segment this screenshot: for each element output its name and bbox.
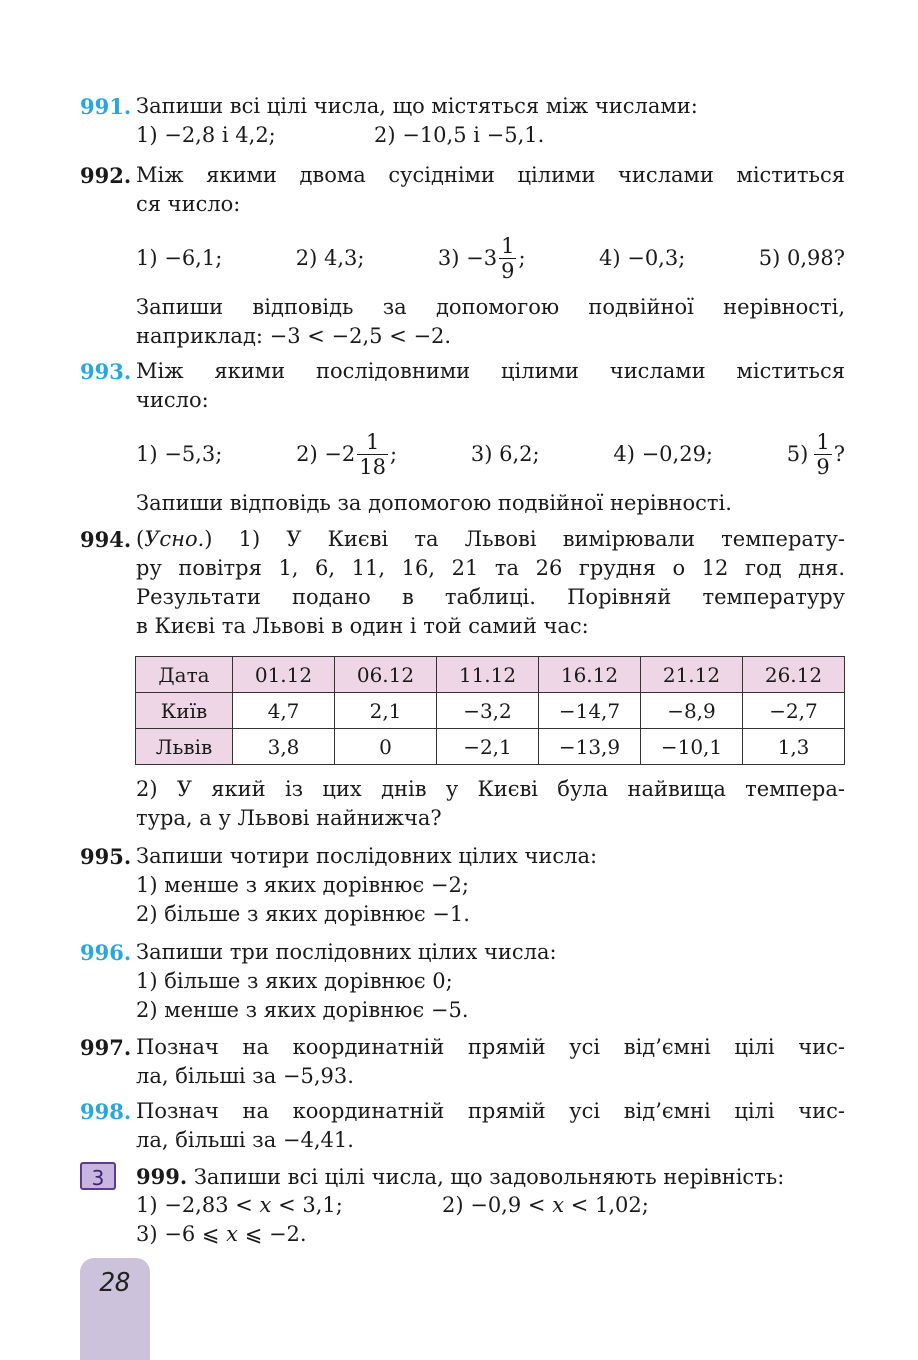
inequality-left: 1) −2,83 < [136,1193,253,1217]
table-row [136,729,845,765]
exercise-text: в Києві та Львові в один і той самий час: [136,614,589,638]
temperature-table [135,656,845,765]
option-suffix: ; [518,246,526,270]
inequality [136,1220,845,1249]
exercise-text: тура, а у Львові найнижча? [136,806,442,830]
table-header-cell: Дата [136,657,233,693]
exercise-text: ла, більші за −5,93. [136,1064,354,1088]
option: 1) −6,1; [136,246,223,270]
table-header-cell: 26.12 [743,657,845,693]
exercise-number: 992. [80,163,132,188]
table-header-cell: 16.12 [539,657,641,693]
inequality [136,1191,442,1220]
option: 3) 6,2; [470,442,540,466]
options-row [136,225,845,291]
table-cell: 2,1 [335,693,437,729]
difficulty-level-badge: 3 [80,1162,116,1190]
exercise-number: 996. [80,940,132,965]
text-fragment: Запиши всі цілі числа, що задовольняють нерівність: [193,1165,785,1189]
exercise-text: Між якими послідовними цілими числами міститься [136,359,845,383]
table-cell: −10,1 [641,729,743,765]
inequality-left: 3) −6 ⩽ [136,1222,220,1246]
option-prefix: 3) −3 [437,246,498,270]
table-cell: 0 [335,729,437,765]
table-cell: −13,9 [539,729,641,765]
table-header-cell: 11.12 [437,657,539,693]
exercise-997 [80,1033,845,1091]
exercise-995 [80,842,845,929]
table-row [136,693,845,729]
inequality-right: < 3,1; [278,1193,343,1217]
exercise-text: 2) У який із цих днів у Києві була найвища темпера- [136,777,845,801]
exercise-text [136,1162,845,1191]
table-cell: −3,2 [437,693,539,729]
exercise-994-part2 [80,775,845,833]
numerator: 1 [816,429,830,454]
exercise-note: Запиши відповідь за допомогою подвійної нерівності. [136,491,732,515]
exercise-994 [80,525,845,641]
inequality-left: 2) −0,9 < [442,1193,546,1217]
variable: x [226,1222,238,1246]
table-cell: −8,9 [641,693,743,729]
option: 1) −2,8 і 4,2; [136,123,276,147]
denominator: 9 [501,258,515,283]
options-row [136,1191,845,1220]
option: 2) 4,3; [295,246,365,270]
exercise-number: 993. [80,359,132,384]
option: 4) −0,29; [613,442,714,466]
fraction [499,234,516,283]
exercise-note: Запиши відповідь за допомогою подвійної нерівності, [136,295,845,319]
exercise-text: (Усно.) 1) У Києві та Львові вимірювали температу- [136,527,845,551]
table-cell: 4,7 [233,693,335,729]
exercise-998 [80,1097,845,1155]
exercise-note: наприклад: −3 < −2,5 < −2. [136,324,452,348]
option: 5) 0,98? [758,246,845,270]
exercise-text: Запиши всі цілі числа, що містяться між числами: [136,94,698,118]
table-header-row [136,657,845,693]
variable: x [259,1193,272,1217]
option: 1) −5,3; [136,442,223,466]
exercise-text: Познач на координатній прямій усі від’ємні цілі чис- [136,1099,845,1123]
exercise-993 [80,357,845,518]
options-row [136,121,845,150]
exercise-text: ру повітря 1, 6, 11, 16, 21 та 26 грудня о 12 год дня. [136,556,845,580]
option-suffix: ? [833,442,845,466]
option-prefix: 2) −2 [296,442,356,466]
oral-marker: Усно. [144,527,205,551]
table-cell: 1,3 [743,729,845,765]
denominator: 9 [816,454,830,479]
list-item: 1) менше з яких дорівнює −2; [136,873,469,897]
exercise-text: Запиши чотири послідовних цілих числа: [136,844,598,868]
exercise-996 [80,938,845,1025]
option: 2) −10,5 і −5,1. [374,123,545,147]
option-mixed-fraction [438,234,526,283]
exercise-992 [80,161,845,351]
option: 4) −0,3; [599,246,686,270]
exercise-number: 991. [80,94,132,119]
exercise-991 [80,92,845,150]
exercise-text: Познач на координатній прямій усі від’ємні цілі чис- [136,1035,845,1059]
exercise-text: Результати подано в таблиці. Порівняй температуру [136,585,845,609]
table-cell: −2,1 [437,729,539,765]
numerator: 1 [501,233,515,258]
exercise-999 [80,1162,845,1249]
inequality-right: ⩽ −2. [244,1222,307,1246]
row-label: Київ [136,693,233,729]
option-fraction [787,430,845,479]
denominator: 18 [359,454,386,479]
exercise-text: ся число: [136,192,241,216]
table-cell: −14,7 [539,693,641,729]
exercise-number: 994. [80,527,132,552]
table-header-cell: 21.12 [641,657,743,693]
exercise-number: 997. [80,1035,132,1060]
row-label: Львів [136,729,233,765]
inequality-right: < 1,02; [570,1193,649,1217]
list-item: 1) більше з яких дорівнює 0; [136,969,453,993]
page-number-tab [80,1258,150,1360]
list-item: 2) більше з яких дорівнює −1. [136,902,470,926]
option-prefix: 5) [786,442,809,466]
exercise-number: 999. [136,1164,188,1189]
fraction [814,430,831,479]
exercise-text: Між якими двома сусідніми цілими числами міститься [136,163,845,187]
numerator: 1 [365,429,380,454]
inequality [442,1191,649,1220]
table-header-cell: 06.12 [335,657,437,693]
table-cell: −2,7 [743,693,845,729]
options-row [136,421,845,487]
list-item: 2) менше з яких дорівнює −5. [136,998,469,1022]
variable: x [552,1193,565,1217]
fraction [357,430,388,479]
exercise-text: ла, більші за −4,41. [136,1128,354,1152]
exercise-number: 995. [80,844,132,869]
text-fragment: ) 1) У Києві та Львові вимірювали температу- [204,527,845,551]
page-number: 28 [99,1268,131,1298]
exercise-text: число: [136,388,209,412]
option-suffix: ; [390,442,398,466]
table-header-cell: 01.12 [233,657,335,693]
exercise-text: Запиши три послідовних цілих числа: [136,940,557,964]
table-cell: 3,8 [233,729,335,765]
option-mixed-fraction [296,430,397,479]
exercise-number: 998. [80,1099,132,1124]
